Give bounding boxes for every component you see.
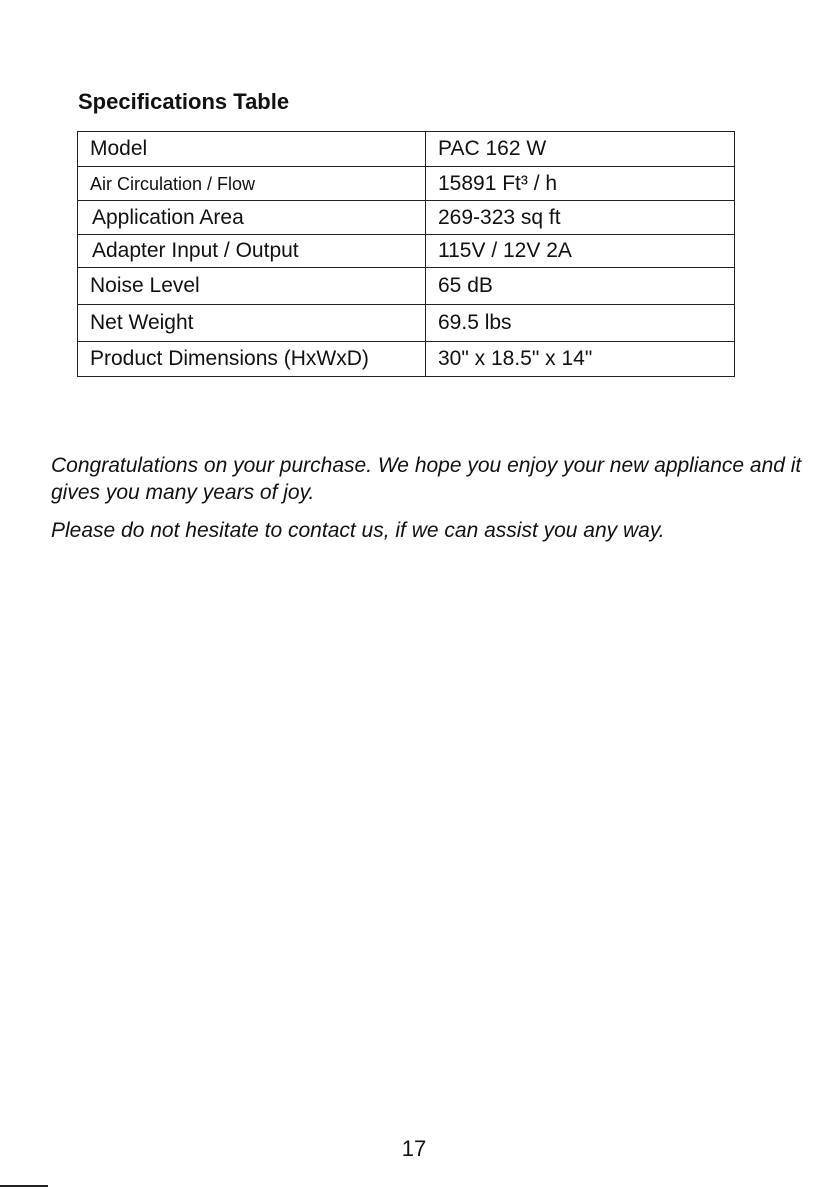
spec-label: Model bbox=[78, 132, 426, 167]
spec-value: 115V / 12V 2A bbox=[426, 235, 735, 268]
spec-value: PAC 162 W bbox=[426, 132, 735, 167]
closing-message bbox=[51, 452, 811, 544]
spec-value: 15891 Ft³ / h bbox=[426, 167, 735, 201]
spec-row-air-circulation bbox=[78, 167, 735, 201]
spec-label: Product Dimensions (HxWxD) bbox=[78, 342, 426, 377]
contact-paragraph: Please do not hesitate to contact us, if we can assist you any way. bbox=[51, 519, 665, 542]
spec-label: Adapter Input / Output bbox=[78, 235, 426, 268]
congratulations-paragraph: Congratulations on your purchase. We hope you enjoy your new appliance and it gives you many years of joy. bbox=[51, 454, 802, 504]
spec-value: 69.5 lbs bbox=[426, 305, 735, 342]
spec-row-net-weight bbox=[78, 305, 735, 342]
spec-label: Net Weight bbox=[78, 305, 426, 342]
spec-value: 65 dB bbox=[426, 268, 735, 305]
spec-row-dimensions bbox=[78, 342, 735, 377]
spec-row-adapter bbox=[78, 235, 735, 268]
page-number: 17 bbox=[401, 1136, 427, 1161]
page-title: Specifications Table bbox=[78, 89, 290, 114]
specifications-table bbox=[77, 131, 735, 377]
spec-row-model bbox=[78, 132, 735, 167]
spec-value: 269-323 sq ft bbox=[426, 201, 735, 235]
spec-row-application-area bbox=[78, 201, 735, 235]
spec-value: 30" x 18.5" x 14" bbox=[426, 342, 735, 377]
spec-label: Air Circulation / Flow bbox=[78, 167, 426, 201]
footer-rule bbox=[0, 1185, 48, 1187]
spec-label: Noise Level bbox=[78, 268, 426, 305]
spec-label: Application Area bbox=[78, 201, 426, 235]
spec-row-noise-level bbox=[78, 268, 735, 305]
